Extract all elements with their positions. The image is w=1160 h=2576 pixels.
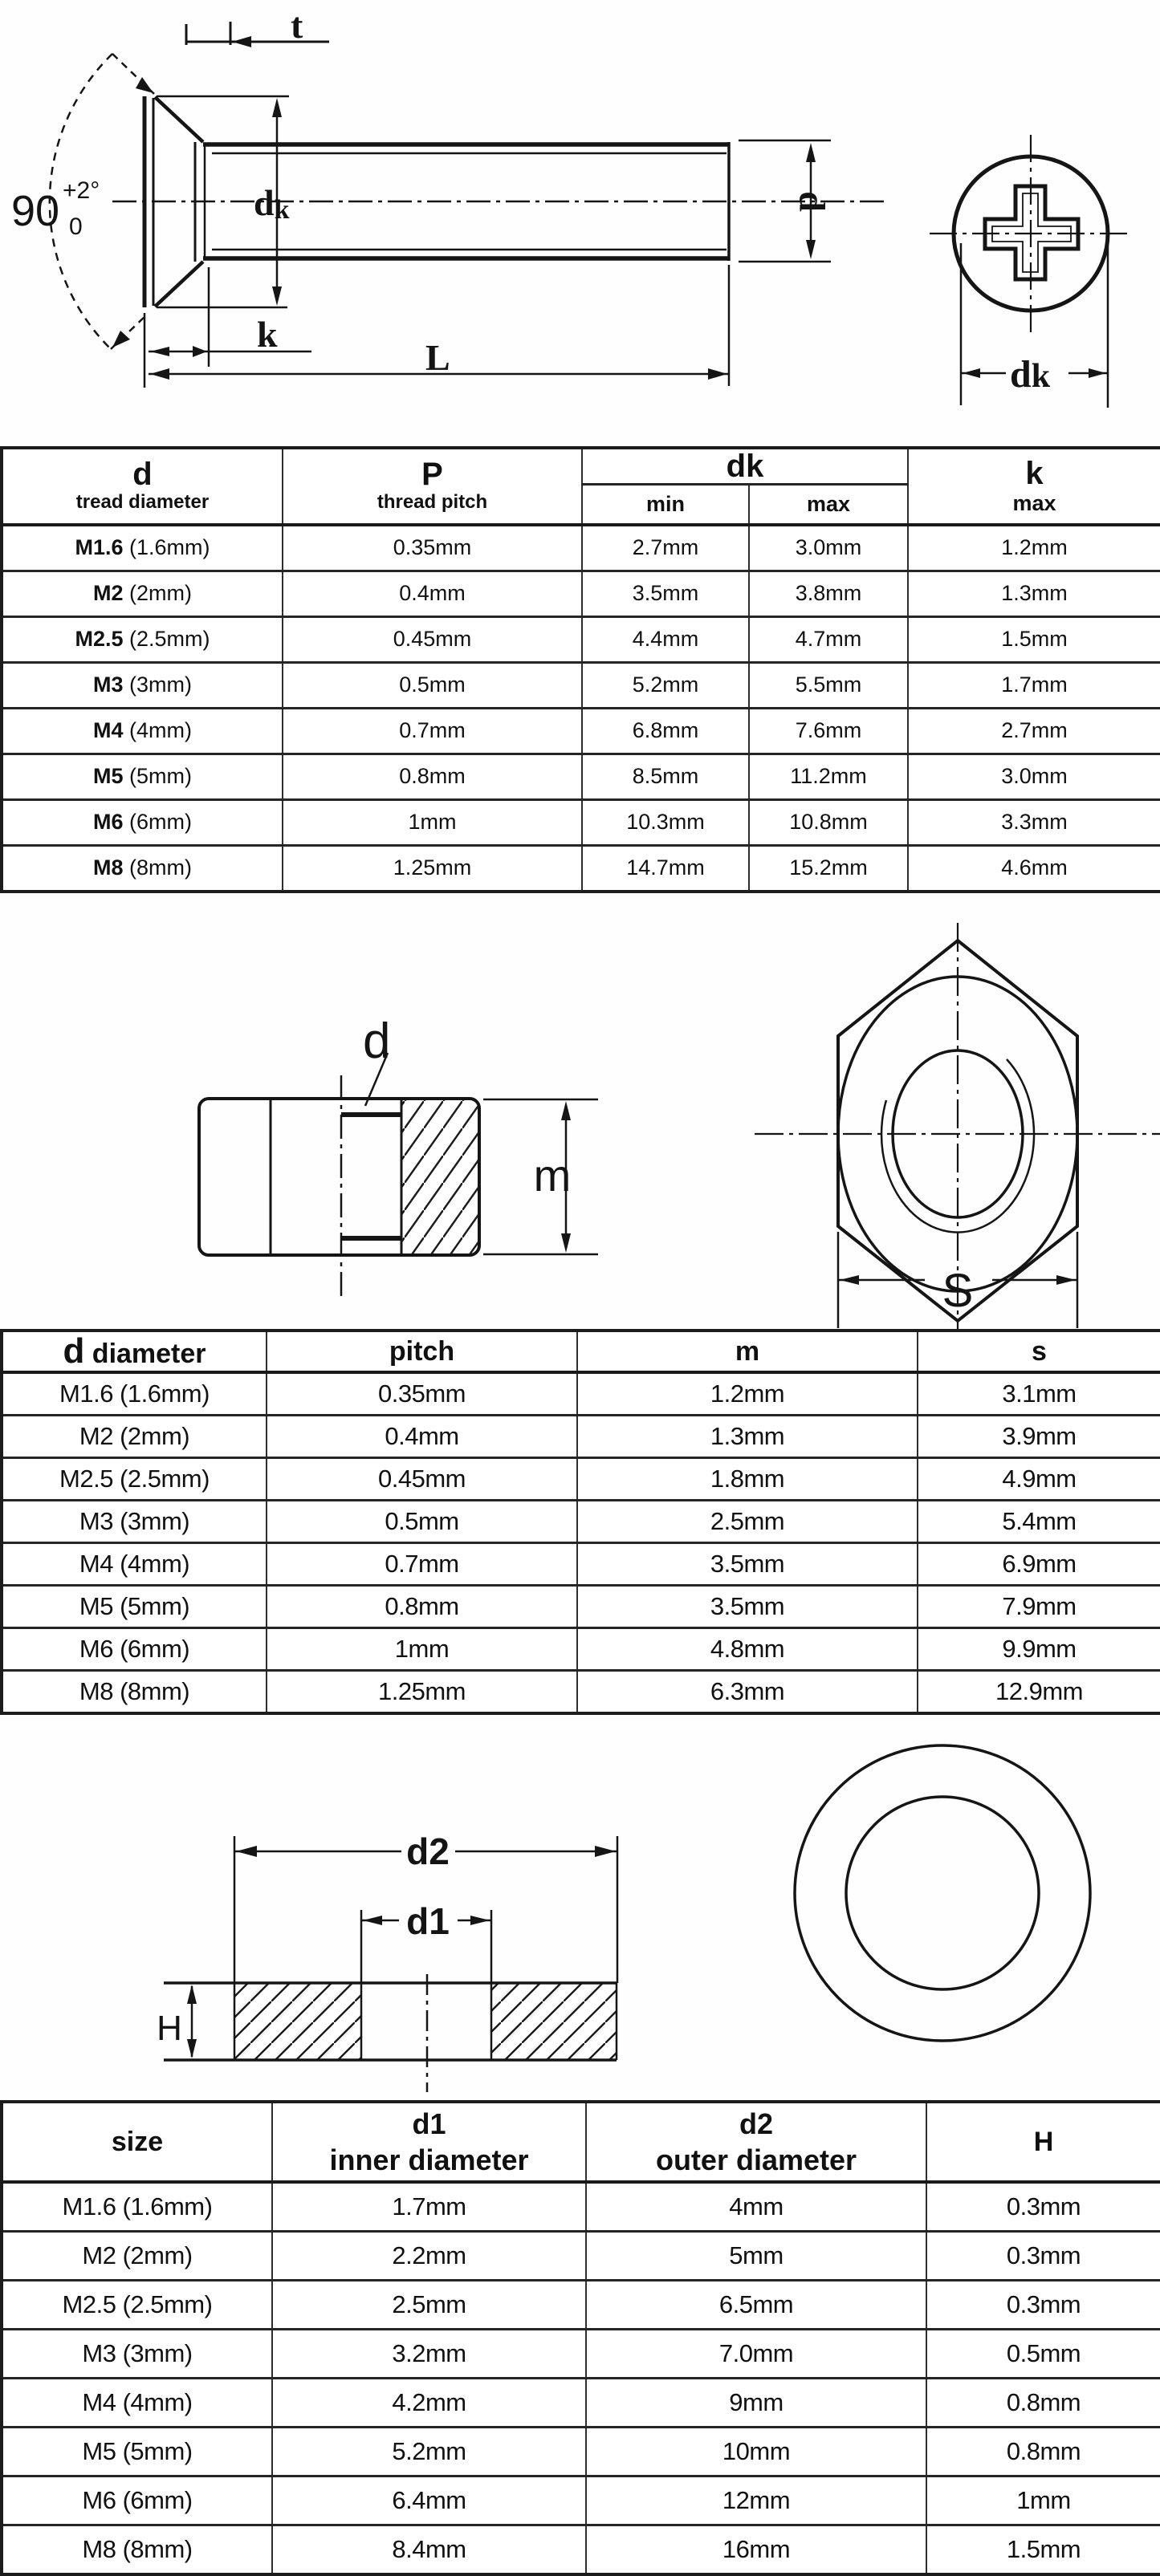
cell-size: M3 (3mm) [2,1501,267,1543]
cell-dk-min: 6.8mm [582,708,749,754]
cell-d2: 5mm [586,2232,926,2281]
cell-m: 1.2mm [577,1372,918,1416]
cell-h: 1mm [926,2476,1160,2525]
table-row [2,1458,1160,1501]
cell-dk-max: 5.5mm [749,662,908,708]
table-row [2,799,1160,845]
cell-s: 12.9mm [918,1671,1160,1714]
cell-size: M5 (5mm) [2,754,283,799]
cell-pitch: 0.4mm [283,571,582,616]
washer-table-header [2,2102,1160,2182]
table-row [2,2525,1160,2575]
table-row [2,2476,1160,2525]
cell-d1: 6.4mm [272,2476,586,2525]
cell-dk-max: 3.0mm [749,525,908,571]
cell-pitch: 0.45mm [283,616,582,662]
cell-dk-max: 7.6mm [749,708,908,754]
table-row [2,754,1160,799]
dim-label-t: t [291,5,303,46]
cell-h: 0.3mm [926,2232,1160,2281]
cell-dk-min: 4.4mm [582,616,749,662]
table-row [2,2182,1160,2232]
cell-h: 0.8mm [926,2428,1160,2476]
table-row [2,2232,1160,2281]
cell-dk-max: 10.8mm [749,799,908,845]
screw-table [0,446,1160,893]
cell-s: 9.9mm [918,1628,1160,1671]
col-header-p: P thread pitch [283,448,582,525]
cell-pitch: 0.4mm [267,1416,577,1458]
cell-pitch: 0.5mm [283,662,582,708]
cell-k: 4.6mm [908,845,1160,892]
dim-label-dk-end: dk [1010,353,1051,396]
screw-side-view [50,22,887,388]
cell-dk-max: 11.2mm [749,754,908,799]
table-row [2,1501,1160,1543]
cell-dk-min: 8.5mm [582,754,749,799]
screw-table-header [2,448,1160,525]
washer-section-view [164,1836,617,2092]
cell-k: 3.3mm [908,799,1160,845]
cell-size: M3 (3mm) [2,2330,272,2379]
section-hatch-left [234,1983,361,2060]
col-header-pitch: pitch [267,1331,577,1372]
nut-table [0,1329,1160,1715]
cell-size: M6 (6mm) [2,2476,272,2525]
cell-pitch: 0.5mm [267,1501,577,1543]
washer-technical-drawing [0,1709,1160,2095]
table-row [2,571,1160,616]
cell-size: M1.6 (1.6mm) [2,1372,267,1416]
cell-s: 4.9mm [918,1458,1160,1501]
cell-k: 1.5mm [908,616,1160,662]
cell-dk-min: 10.3mm [582,799,749,845]
cell-size: M8 (8mm) [2,2525,272,2575]
col-header-h: H [926,2102,1160,2182]
cell-size: M4 (4mm) [2,2379,272,2428]
cell-m: 1.8mm [577,1458,918,1501]
cell-pitch: 0.35mm [267,1372,577,1416]
cell-size: M2.5 (2.5mm) [2,2281,272,2330]
cell-k: 1.3mm [908,571,1160,616]
cell-size: M8 (8mm) [2,1671,267,1714]
dim-label-m: m [533,1150,572,1201]
table-row [2,616,1160,662]
cell-dk-max: 4.7mm [749,616,908,662]
cell-d1: 8.4mm [272,2525,586,2575]
table-row [2,708,1160,754]
cell-size: M1.6 (1.6mm) [2,2182,272,2232]
section-hatch-right [491,1983,617,2060]
cell-dk-min: 2.7mm [582,525,749,571]
cell-dk-max: 15.2mm [749,845,908,892]
col-header-d2: d2 outer diameter [586,2102,926,2182]
col-header-size: size [2,2102,272,2182]
cell-h: 1.5mm [926,2525,1160,2575]
screw-technical-drawing [0,0,1160,437]
cell-k: 1.7mm [908,662,1160,708]
cell-d2: 6.5mm [586,2281,926,2330]
cell-pitch: 0.8mm [283,754,582,799]
table-row [2,525,1160,571]
cell-h: 0.5mm [926,2330,1160,2379]
cell-s: 6.9mm [918,1543,1160,1586]
cell-h: 0.3mm [926,2281,1160,2330]
cell-k: 1.2mm [908,525,1160,571]
cell-size: M2 (2mm) [2,571,283,616]
cell-pitch: 1mm [283,799,582,845]
cell-d1: 3.2mm [272,2330,586,2379]
dim-label-d: d [792,191,833,212]
cell-pitch: 1.25mm [283,845,582,892]
dim-t-lines [186,22,329,47]
cell-pitch: 1.25mm [267,1671,577,1714]
dim-k-lines [144,267,311,388]
table-row [2,662,1160,708]
table-row [2,1416,1160,1458]
cell-s: 7.9mm [918,1586,1160,1628]
table-row [2,2281,1160,2330]
col-header-m: m [577,1331,918,1372]
cell-size: M2.5 (2.5mm) [2,616,283,662]
dim-h-lines [187,1985,197,2058]
dim-label-dk-head: dk [254,182,290,225]
table-row [2,1543,1160,1586]
cell-pitch: 0.35mm [283,525,582,571]
cell-size: M5 (5mm) [2,1586,267,1628]
cell-size: M1.6 (1.6mm) [2,525,283,571]
col-header-dk-min: min [582,485,749,525]
angle-label-90: 90 [11,187,60,235]
col-header-dk-max: max [749,485,908,525]
cell-m: 6.3mm [577,1671,918,1714]
cell-d1: 5.2mm [272,2428,586,2476]
dim-label-d-nut: d [363,1014,391,1069]
cell-s: 3.1mm [918,1372,1160,1416]
cell-d1: 1.7mm [272,2182,586,2232]
cell-dk-min: 3.5mm [582,571,749,616]
cell-dk-min: 5.2mm [582,662,749,708]
table-row [2,2379,1160,2428]
cell-d1: 2.2mm [272,2232,586,2281]
cell-pitch: 0.7mm [283,708,582,754]
table-row [2,1586,1160,1628]
cell-m: 3.5mm [577,1586,918,1628]
nut-technical-drawing [0,883,1160,1329]
dim-label-d2: d2 [406,1830,450,1872]
angle-label-tol-lower: 0 [69,213,83,240]
cell-size: M4 (4mm) [2,708,283,754]
angle-label-tol-upper: +2° [63,177,100,204]
dim-label-k: k [257,314,278,355]
cell-k: 2.7mm [908,708,1160,754]
cell-d2: 10mm [586,2428,926,2476]
cell-h: 0.3mm [926,2182,1160,2232]
cell-h: 0.8mm [926,2379,1160,2428]
col-header-k: k max [908,448,1160,525]
washer-table [0,2100,1160,2576]
cell-d2: 12mm [586,2476,926,2525]
col-header-d: d tread diameter [2,448,283,525]
cell-size: M6 (6mm) [2,799,283,845]
cell-m: 2.5mm [577,1501,918,1543]
cell-m: 4.8mm [577,1628,918,1671]
cell-size: M5 (5mm) [2,2428,272,2476]
cell-size: M2 (2mm) [2,1416,267,1458]
cell-dk-max: 3.8mm [749,571,908,616]
nut-table-header [2,1331,1160,1372]
cell-pitch: 0.7mm [267,1543,577,1586]
cell-pitch: 0.45mm [267,1458,577,1501]
cell-size: M4 (4mm) [2,1543,267,1586]
section-hatch [401,1099,479,1255]
cell-m: 1.3mm [577,1416,918,1458]
table-row [2,1372,1160,1416]
col-header-d1: d1 inner diameter [272,2102,586,2182]
cell-size: M8 (8mm) [2,845,283,892]
cell-pitch: 1mm [267,1628,577,1671]
col-header-s: s [918,1331,1160,1372]
cell-size: M3 (3mm) [2,662,283,708]
table-row [2,2428,1160,2476]
col-header-dk: dk [582,448,908,485]
table-row [2,2330,1160,2379]
cell-size: M6 (6mm) [2,1628,267,1671]
dim-label-s: S [942,1265,974,1317]
cell-size: M2 (2mm) [2,2232,272,2281]
cell-size: M2.5 (2.5mm) [2,1458,267,1501]
washer-top-view [795,1745,1090,2041]
cell-pitch: 0.8mm [267,1586,577,1628]
cell-d1: 2.5mm [272,2281,586,2330]
cell-d2: 16mm [586,2525,926,2575]
cell-d2: 7.0mm [586,2330,926,2379]
cell-dk-min: 14.7mm [582,845,749,892]
dim-label-L: L [425,337,450,378]
dim-label-d1: d1 [406,1900,450,1942]
col-header-d-diameter: d diameter [2,1331,267,1372]
dim-label-h: H [157,2009,182,2048]
cell-d1: 4.2mm [272,2379,586,2428]
cell-d2: 9mm [586,2379,926,2428]
cell-s: 5.4mm [918,1501,1160,1543]
table-row [2,1628,1160,1671]
cell-s: 3.9mm [918,1416,1160,1458]
table-row [2,1671,1160,1714]
cell-k: 3.0mm [908,754,1160,799]
cell-m: 3.5mm [577,1543,918,1586]
cell-d2: 4mm [586,2182,926,2232]
